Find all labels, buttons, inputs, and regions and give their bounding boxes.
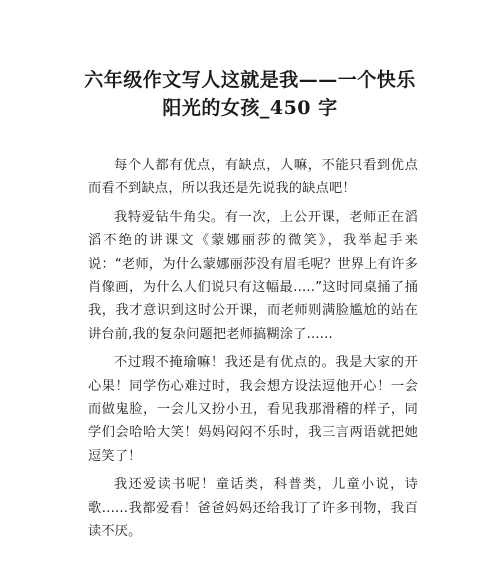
paragraph-4: 我还爱读书呢！童话类，科普类，儿童小说，诗歌......我都爱看！爸爸妈妈还给我订了许多刊物，我百读不厌。: [88, 477, 418, 540]
document-body: [88, 154, 418, 549]
paragraph-3: 不过瑕不掩瑜嘛！我还是有优点的。我是大家的开心果！同学伤心难过时，我会想方设法逗他开心！一会而做鬼脸，一会儿又扮小丑，看见我那滑稽的样子，同学们会哈哈大笑！妈妈闷闷不乐时，我三言两语就把她逗笑了！: [88, 355, 418, 464]
paragraph-2: 我特爱钻牛角尖。有一次，上公开课，老师正在滔滔不绝的讲课文《蒙娜丽莎的微笑》，我举起手来说：“老师，为什么蒙娜丽莎没有眉毛呢？世界上有许多肖像画，为什么人们说只有这幅最.....”这时同桌捅了捅我，我才意识到这时公开课，而老师则满脸尴尬的站在讲台前,我的复杂问题把老师搞糊涂了......: [88, 209, 418, 342]
title-line-2: 阳光的女孩_450 字: [162, 97, 338, 119]
document-title: [60, 66, 440, 122]
paragraph-1: 每个人都有优点，有缺点，人嘛，不能只看到优点而看不到缺点，所以我还是先说我的缺点吧！: [88, 158, 418, 197]
title-line-1: 六年级作文写人这就是我——一个快乐: [84, 69, 416, 91]
